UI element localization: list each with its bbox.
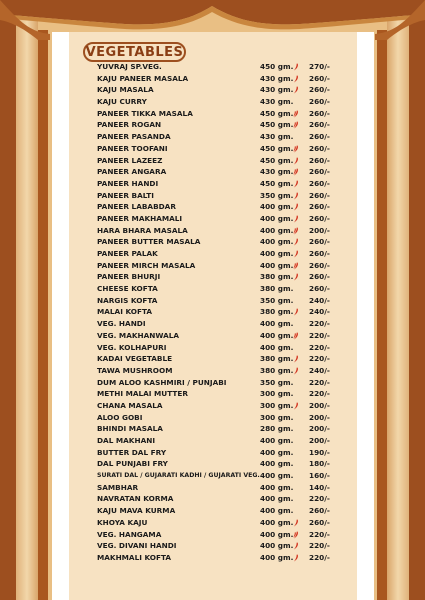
menu-item-row — [97, 458, 357, 470]
menu-item-price: 260/- — [309, 108, 330, 118]
menu-item-name: VEG. HANDI — [97, 319, 146, 329]
menu-item-quantity: 400 gm. — [260, 529, 294, 539]
menu-item-quantity: 280 gm. — [260, 424, 294, 434]
menu-item-price: 260/- — [309, 120, 330, 130]
menu-item-price: 160/- — [309, 471, 330, 481]
double-chili-icon — [293, 332, 299, 340]
menu-item-name: KAJU CURRY — [97, 97, 147, 107]
menu-item-quantity: 400 gm. — [260, 237, 294, 247]
menu-item-name: BUTTER DAL FRY — [97, 447, 167, 457]
menu-item-row — [97, 84, 357, 96]
menu-item-quantity: 300 gm. — [260, 412, 294, 422]
menu-item-quantity: 350 gm. — [260, 377, 294, 387]
menu-item-quantity: 450 gm. — [260, 143, 294, 153]
chili-icon — [293, 308, 299, 316]
menu-item-name: MALAI KOFTA — [97, 307, 153, 317]
menu-item-row — [97, 470, 357, 482]
menu-item-name: MAKHMALI KOFTA — [97, 552, 172, 562]
menu-item-price: 220/- — [309, 342, 330, 352]
double-chili-icon — [293, 121, 299, 129]
menu-item-row — [97, 365, 357, 377]
menu-item-quantity: 400 gm. — [260, 541, 294, 551]
menu-item-row — [97, 306, 357, 318]
menu-item-quantity: 400 gm. — [260, 213, 294, 223]
menu-item-name: DAL MAKHANI — [97, 436, 156, 445]
menu-item-price: 200/- — [309, 412, 330, 422]
menu-item-name: VEG. MAKHANWALA — [97, 330, 180, 340]
menu-item-name: KAJU MAVA KURMA — [97, 506, 176, 516]
menu-item-name: ALOO GOBI — [97, 412, 143, 422]
menu-item-quantity: 400 gm. — [260, 319, 294, 329]
menu-item-name: NARGIS KOFTA — [97, 295, 158, 305]
chili-icon — [293, 542, 299, 550]
menu-item-price: 260/- — [309, 284, 330, 294]
panel-edge-right — [357, 32, 374, 600]
menu-item-price: 220/- — [309, 354, 330, 364]
menu-item-row — [97, 108, 357, 120]
menu-item-name: PANEER LABABDAR — [97, 202, 176, 212]
menu-item-price: 260/- — [309, 272, 330, 282]
menu-item-name: PANEER HANDI — [97, 178, 159, 188]
menu-item-name: PANEER ANGARA — [97, 167, 167, 177]
menu-item-quantity: 400 gm. — [260, 447, 294, 457]
chili-icon — [293, 203, 299, 211]
menu-item-row — [97, 353, 357, 365]
menu-item-row — [97, 201, 357, 213]
menu-item-name: YUVRAJ SP.VEG. — [97, 62, 162, 71]
chili-icon — [293, 63, 299, 71]
menu-item-row — [97, 517, 357, 529]
menu-item-row — [97, 330, 357, 342]
menu-item-row — [97, 178, 357, 190]
menu-item-name: SURATI DAL / GUJARATI KADHI / GUJARATI VEG. — [97, 472, 260, 480]
menu-item-price: 240/- — [309, 295, 330, 305]
menu-item-price: 200/- — [309, 225, 330, 235]
menu-item-price: 260/- — [309, 517, 330, 527]
menu-item-price: 240/- — [309, 365, 330, 375]
menu-item-name: VEG. HANGAMA — [97, 529, 162, 539]
menu-item-price: 270/- — [309, 62, 330, 71]
double-chili-icon — [293, 227, 299, 235]
section-title: VEGETABLES — [83, 42, 186, 62]
menu-item-quantity: 400 gm. — [260, 494, 294, 504]
menu-item-row — [97, 377, 357, 389]
menu-item-name: PANEER MIRCH MASALA — [97, 260, 196, 270]
menu-item-name: METHI MALAI MUTTER — [97, 389, 188, 399]
menu-item-row — [97, 61, 357, 73]
menu-item-name: PANEER BUTTER MASALA — [97, 237, 201, 247]
menu-item-quantity: 450 gm. — [260, 178, 294, 188]
menu-item-row — [97, 213, 357, 225]
left-border — [0, 0, 16, 600]
menu-item-quantity: 380 gm. — [260, 307, 294, 317]
menu-item-price: 260/- — [309, 143, 330, 153]
chili-icon — [293, 355, 299, 363]
menu-item-quantity: 450 gm. — [260, 108, 294, 118]
menu-item-quantity: 450 gm. — [260, 62, 294, 71]
menu-item-price: 260/- — [309, 260, 330, 270]
menu-item-quantity: 400 gm. — [260, 436, 294, 445]
menu-item-row — [97, 295, 357, 307]
double-chili-icon — [293, 168, 299, 176]
menu-item-row — [97, 96, 357, 108]
curtain-drape — [0, 0, 425, 40]
menu-item-row — [97, 260, 357, 272]
menu-item-row — [97, 318, 357, 330]
chili-icon — [293, 238, 299, 246]
menu-item-price: 220/- — [309, 389, 330, 399]
menu-item-name: PANEER TIKKA MASALA — [97, 108, 193, 118]
menu-item-row — [97, 166, 357, 178]
chili-icon — [293, 273, 299, 281]
menu-item-row — [97, 190, 357, 202]
menu-item-name: BHINDI MASALA — [97, 424, 163, 434]
menu-item-quantity: 430 gm. — [260, 167, 294, 177]
menu-item-price: 260/- — [309, 73, 330, 83]
menu-item-price: 260/- — [309, 506, 330, 516]
menu-item-quantity: 400 gm. — [260, 482, 294, 492]
menu-item-row — [97, 155, 357, 167]
menu-item-quantity: 430 gm. — [260, 85, 294, 95]
menu-item-price: 180/- — [309, 459, 330, 469]
menu-item-name: VEG. DIVANI HANDI — [97, 541, 177, 551]
menu-item-row — [97, 131, 357, 143]
double-chili-icon — [293, 145, 299, 153]
chili-icon — [293, 75, 299, 83]
menu-item-name: NAVRATAN KORMA — [97, 494, 174, 504]
menu-item-name: PANEER LAZEEZ — [97, 155, 163, 165]
menu-item-row — [97, 73, 357, 85]
double-chili-icon — [293, 531, 299, 539]
menu-item-quantity: 380 gm. — [260, 272, 294, 282]
menu-item-price: 140/- — [309, 482, 330, 492]
menu-item-price: 260/- — [309, 213, 330, 223]
menu-item-quantity: 380 gm. — [260, 354, 294, 364]
menu-item-row — [97, 552, 357, 564]
menu-item-row — [97, 505, 357, 517]
menu-item-price: 260/- — [309, 167, 330, 177]
chili-icon — [293, 215, 299, 223]
menu-item-row — [97, 225, 357, 237]
menu-item-quantity: 380 gm. — [260, 284, 294, 294]
menu-item-name: DUM ALOO KASHMIRI / PUNJABI — [97, 377, 227, 387]
menu-item-price: 260/- — [309, 178, 330, 188]
menu-item-quantity: 400 gm. — [260, 517, 294, 527]
menu-item-name: CHANA MASALA — [97, 400, 163, 410]
menu-item-row — [97, 482, 357, 494]
menu-item-quantity: 300 gm. — [260, 400, 294, 410]
chili-icon — [293, 180, 299, 188]
menu-item-quantity: 400 gm. — [260, 260, 294, 270]
menu-item-quantity: 400 gm. — [260, 459, 294, 469]
menu-item-price: 220/- — [309, 330, 330, 340]
chili-icon — [293, 86, 299, 94]
left-pillar — [16, 0, 38, 600]
menu-item-name: SAMBHAR — [97, 482, 139, 492]
right-pillar-shadow — [377, 30, 387, 600]
menu-item-row — [97, 529, 357, 541]
menu-item-name: HARA BHARA MASALA — [97, 225, 188, 235]
menu-item-row — [97, 423, 357, 435]
menu-item-name: PANEER PALAK — [97, 249, 158, 258]
double-chili-icon — [293, 110, 299, 118]
menu-item-quantity: 430 gm. — [260, 97, 294, 107]
menu-item-price: 220/- — [309, 552, 330, 562]
menu-item-row — [97, 119, 357, 131]
menu-item-quantity: 450 gm. — [260, 155, 294, 165]
menu-item-price: 190/- — [309, 447, 330, 457]
menu-item-row — [97, 342, 357, 354]
menu-item-name: TAWA MUSHROOM — [97, 365, 173, 375]
menu-item-quantity: 300 gm. — [260, 389, 294, 399]
chili-icon — [293, 519, 299, 527]
menu-item-price: 240/- — [309, 307, 330, 317]
menu-item-name: PANEER BALTI — [97, 190, 154, 200]
chili-icon — [293, 192, 299, 200]
menu-item-quantity: 350 gm. — [260, 295, 294, 305]
menu-item-price: 220/- — [309, 541, 330, 551]
menu-item-name: PANEER BHURJI — [97, 272, 161, 282]
menu-item-quantity: 400 gm. — [260, 506, 294, 516]
menu-item-list — [97, 61, 357, 564]
menu-item-name: CHEESE KOFTA — [97, 284, 158, 294]
menu-item-quantity: 400 gm. — [260, 225, 294, 235]
left-pillar-shadow — [38, 30, 48, 600]
chili-icon — [293, 367, 299, 375]
menu-item-row — [97, 271, 357, 283]
menu-item-name: KHOYA KAJU — [97, 517, 148, 527]
menu-item-row — [97, 400, 357, 412]
menu-item-name: PANEER TOOFANI — [97, 143, 168, 153]
chili-icon — [293, 402, 299, 410]
menu-item-price: 220/- — [309, 319, 330, 329]
menu-item-name: KAJU MASALA — [97, 85, 154, 95]
menu-item-quantity: 400 gm. — [260, 330, 294, 340]
menu-item-row — [97, 236, 357, 248]
menu-item-price: 260/- — [309, 85, 330, 95]
menu-item-name: PANEER PASANDA — [97, 132, 171, 142]
menu-item-price: 220/- — [309, 529, 330, 539]
chili-icon — [293, 157, 299, 165]
menu-item-quantity: 400 gm. — [260, 249, 294, 258]
menu-item-quantity: 400 gm. — [260, 202, 294, 212]
menu-item-price: 260/- — [309, 97, 330, 107]
menu-item-row — [97, 493, 357, 505]
menu-item-quantity: 350 gm. — [260, 190, 294, 200]
menu-item-quantity: 380 gm. — [260, 365, 294, 375]
menu-item-row — [97, 143, 357, 155]
menu-item-name: VEG. KOLHAPURI — [97, 342, 167, 352]
menu-item-quantity: 450 gm. — [260, 120, 294, 130]
menu-item-price: 260/- — [309, 202, 330, 212]
right-border — [409, 0, 425, 600]
menu-item-name: PANEER MAKHAMALI — [97, 213, 183, 223]
menu-item-price: 200/- — [309, 436, 330, 445]
menu-item-row — [97, 435, 357, 447]
menu-item-quantity: 400 gm. — [260, 471, 294, 481]
menu-item-row — [97, 388, 357, 400]
menu-item-price: 260/- — [309, 249, 330, 258]
chili-icon — [293, 250, 299, 258]
menu-item-row — [97, 248, 357, 260]
menu-item-quantity: 400 gm. — [260, 342, 294, 352]
menu-item-price: 260/- — [309, 237, 330, 247]
menu-item-price: 220/- — [309, 494, 330, 504]
menu-item-row — [97, 447, 357, 459]
menu-item-name: KAJU PANEER MASALA — [97, 73, 189, 83]
menu-item-row — [97, 283, 357, 295]
right-pillar — [387, 0, 409, 600]
panel-edge-left — [52, 32, 69, 600]
menu-item-price: 260/- — [309, 190, 330, 200]
menu-item-price: 260/- — [309, 132, 330, 142]
menu-item-name: DAL PUNJABI FRY — [97, 459, 168, 469]
menu-item-row — [97, 412, 357, 424]
menu-item-price: 220/- — [309, 377, 330, 387]
menu-item-name: PANEER ROGAN — [97, 120, 162, 130]
menu-item-name: KADAI VEGETABLE — [97, 354, 173, 364]
menu-item-row — [97, 540, 357, 552]
double-chili-icon — [293, 262, 299, 270]
menu-item-quantity: 430 gm. — [260, 73, 294, 83]
menu-item-price: 200/- — [309, 400, 330, 410]
menu-item-price: 200/- — [309, 424, 330, 434]
chili-icon — [293, 554, 299, 562]
menu-item-quantity: 400 gm. — [260, 552, 294, 562]
menu-item-quantity: 430 gm. — [260, 132, 294, 142]
menu-item-price: 260/- — [309, 155, 330, 165]
